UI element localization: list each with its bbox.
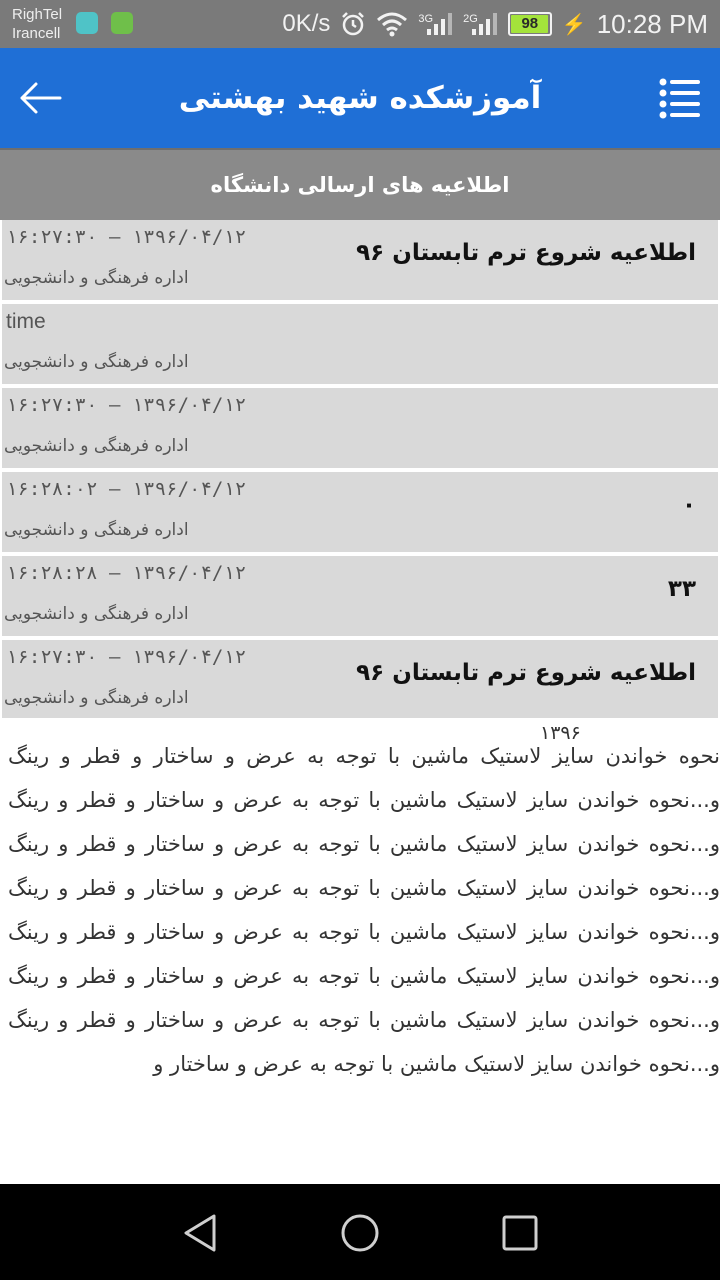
notice-sender: اداره فرهنگی و دانشجویی <box>4 268 189 288</box>
signal-3g: 3G <box>418 13 453 35</box>
alarm-icon <box>340 11 366 37</box>
list-item[interactable] <box>2 472 718 552</box>
notice-sender: اداره فرهنگی و دانشجویی <box>4 688 189 708</box>
notice-date: ۱۶:۲۸:۰۲ – ۱۳۹۶/۰۴/۱۲ <box>6 478 247 500</box>
signal-bars-icon <box>427 13 453 35</box>
notice-list <box>0 220 720 718</box>
notice-title: ۰ <box>681 492 696 518</box>
carrier-labels <box>12 5 62 43</box>
android-notification-icon <box>76 12 98 34</box>
notice-date: ۱۶:۲۸:۲۸ – ۱۳۹۶/۰۴/۱۲ <box>6 562 247 584</box>
app-title: آموزشکده شهید بهشتی <box>178 80 542 116</box>
notice-body-text: نحوه خواندن سایز لاستیک ماشین با توجه به عرض و ساختار و قطر و رینگ و...نحوه خواندن سایز لاستیک ماشین با توجه به عرض و ساختار و قطر و رینگ و...نحوه خواندن سایز لاستیک ماشین با توجه به عرض و ساختار و قطر و رینگ و...نحوه خواندن سایز لاستیک ماشین با توجه به عرض و ساختار و قطر و رینگ و...نحوه خواندن سایز لاستیک ماشین با توجه به عرض و ساختار و قطر و رینگ و...نحوه خواندن سایز لاستیک ماشین با توجه به عرض و ساختار و قطر و رینگ و...نحوه خواندن سایز لاستیک ماشین با توجه به عرض و ساختار و قطر و رینگ و...نحوه خواندن سایز لاستیک ماشین با توجه به عرض و ساختار و <box>8 744 720 1076</box>
notice-date: time <box>6 310 46 333</box>
notice-year: ۱۳۹۶ <box>540 722 581 744</box>
list-item[interactable] <box>2 220 718 300</box>
list-item[interactable] <box>2 556 718 636</box>
list-item[interactable] <box>2 304 718 384</box>
list-item[interactable] <box>2 388 718 468</box>
navigation-bar <box>0 1184 720 1280</box>
carrier-1: RighTel <box>12 6 63 23</box>
square-recents-icon[interactable] <box>495 1208 545 1258</box>
circle-home-icon[interactable] <box>335 1208 385 1258</box>
battery-icon: 98 <box>508 12 552 36</box>
net-speed: 0K/s <box>282 10 331 37</box>
shield-notification-icon <box>111 12 133 34</box>
charging-icon: ⚡ <box>561 13 587 36</box>
wifi-icon <box>376 11 408 37</box>
notice-date: ۱۶:۲۷:۳۰ – ۱۳۹۶/۰۴/۱۲ <box>6 394 247 416</box>
notice-title: اطلاعیه شروع ترم تابستان ۹۶ <box>356 660 696 686</box>
notice-sender: اداره فرهنگی و دانشجویی <box>4 436 189 456</box>
notice-sender: اداره فرهنگی و دانشجویی <box>4 604 189 624</box>
status-right <box>282 8 708 40</box>
signal-2g: 2G <box>463 13 498 35</box>
clock: 10:28 PM <box>596 8 708 39</box>
section-header: اطلاعیه های ارسالی دانشگاه <box>0 148 720 220</box>
notice-title: ۳۳ <box>667 576 696 602</box>
menu-icon[interactable] <box>658 76 702 120</box>
carrier-2: Irancell <box>12 25 61 42</box>
list-item[interactable] <box>2 640 718 718</box>
notice-title: اطلاعیه شروع ترم تابستان ۹۶ <box>356 240 696 266</box>
app-bar <box>0 48 720 148</box>
arrow-left-icon[interactable] <box>18 78 62 118</box>
status-bar <box>0 0 720 48</box>
notice-sender: اداره فرهنگی و دانشجویی <box>4 520 189 540</box>
notice-date: ۱۶:۲۷:۳۰ – ۱۳۹۶/۰۴/۱۲ <box>6 226 247 248</box>
notice-date: ۱۶:۲۷:۳۰ – ۱۳۹۶/۰۴/۱۲ <box>6 646 247 668</box>
notice-body <box>0 720 720 1182</box>
notice-sender: اداره فرهنگی و دانشجویی <box>4 352 189 372</box>
signal-bars-icon <box>472 13 498 35</box>
triangle-back-icon[interactable] <box>176 1208 226 1258</box>
